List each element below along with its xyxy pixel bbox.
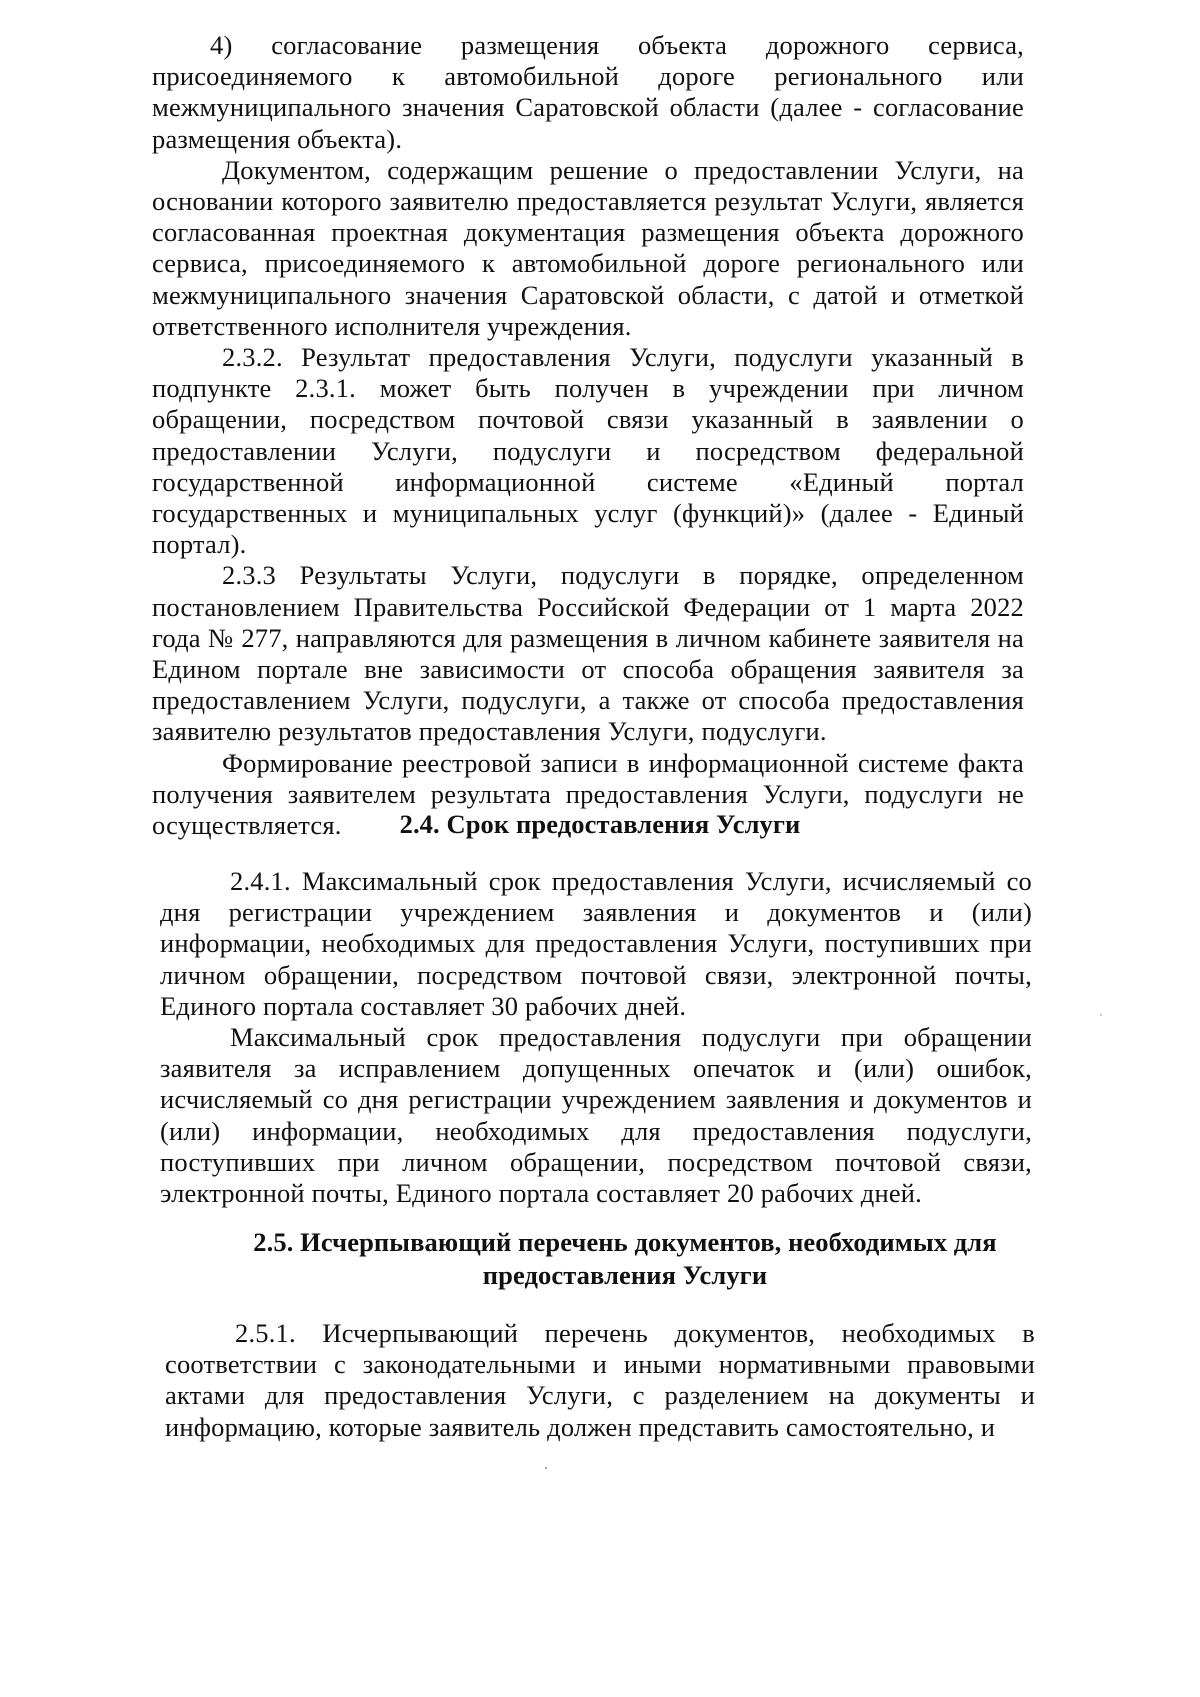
scan-speck — [1100, 1014, 1102, 1016]
top-text-block — [152, 30, 1024, 841]
section-heading-2-5 — [0, 1226, 1200, 1292]
paragraph-2-3-2: 2.3.2. Результат предоставления Услуги, подуслуги указанный в подпункте 2.3.1. может быть получен в учреждении при личном обращении, посредством почтовой связи указанный в заявлении о предоставлении Услуги, подуслуги и посредством федеральной государственной информационной системе «Единый портал государственных и муниципальных услуг (функций)» (далее - Единый портал). — [152, 342, 1024, 560]
paragraph-item-4: 4) согласование размещения объекта дорожного сервиса, присоединяемого к автомобильной дороге регионального или межмуниципального значения Саратовской области (далее - согласование размещения объекта). — [152, 30, 1024, 154]
scan-speck — [545, 1467, 547, 1469]
paragraph-2-5-1: 2.5.1. Исчерпывающий перечень документов, необходимых в соответствии с законодательными и иными нормативными правовыми актами для предоставления Услуги, с разделением на документы и информацию, которые заявитель должен представить самостоятельно, и — [165, 1318, 1035, 1442]
paragraph-2-3-3: 2.3.3 Результаты Услуги, подуслуги в порядке, определенном постановлением Правительства Российской Федерации от 1 марта 2022 года № 277, направляются для размещения в личном кабинете заявителя на Едином портале вне зависимости от способа обращения заявителя за предоставлением Услуги, подуслуги, а также от способа предоставления заявителю результатов предоставления Услуги, подуслуги. — [152, 560, 1024, 747]
section-2-4-text — [160, 866, 1032, 1209]
section-heading-2-5-line1: 2.5. Исчерпывающий перечень документов, необходимых для — [253, 1227, 997, 1257]
section-heading-2-5-line2: предоставления Услуги — [482, 1260, 768, 1290]
section-2-5-text — [165, 1318, 1035, 1443]
paragraph-subservice-term: Максимальный срок предоставления подуслуги при обращении заявителя за исправлением допущенных опечаток и (или) ошибок, исчисляемый со дня регистрации учреждением заявления и документов и (или) информации, необходимых для предоставления подуслуги, поступивших при личном обращении, посредством почтовой связи, электронной почты, Единого портала составляет 20 рабочих дней. — [160, 1022, 1032, 1209]
paragraph-registry-record: Формирование реестровой записи в информационной системе факта получения заявителем результата предоставления Услуги, подуслуги не осуществляется. — [152, 747, 1024, 841]
section-heading-2-4: 2.4. Срок предоставления Услуги — [399, 809, 801, 839]
paragraph-2-4-1: 2.4.1. Максимальный срок предоставления Услуги, исчисляемый со дня регистрации учреждением заявления и документов и (или) информации, необходимых для предоставления Услуги, поступивших при личном обращении, посредством почтовой связи, электронной почты, Единого портала составляет 30 рабочих дней. — [160, 866, 1032, 1021]
paragraph-decision-document: Документом, содержащим решение о предоставлении Услуги, на основании которого заявителю предоставляется результат Услуги, является согласованная проектная документация размещения объекта дорожного сервиса, присоединяемого к автомобильной дороге регионального или межмуниципального значения Саратовской области, с датой и отметкой ответственного исполнителя учреждения. — [152, 154, 1024, 341]
